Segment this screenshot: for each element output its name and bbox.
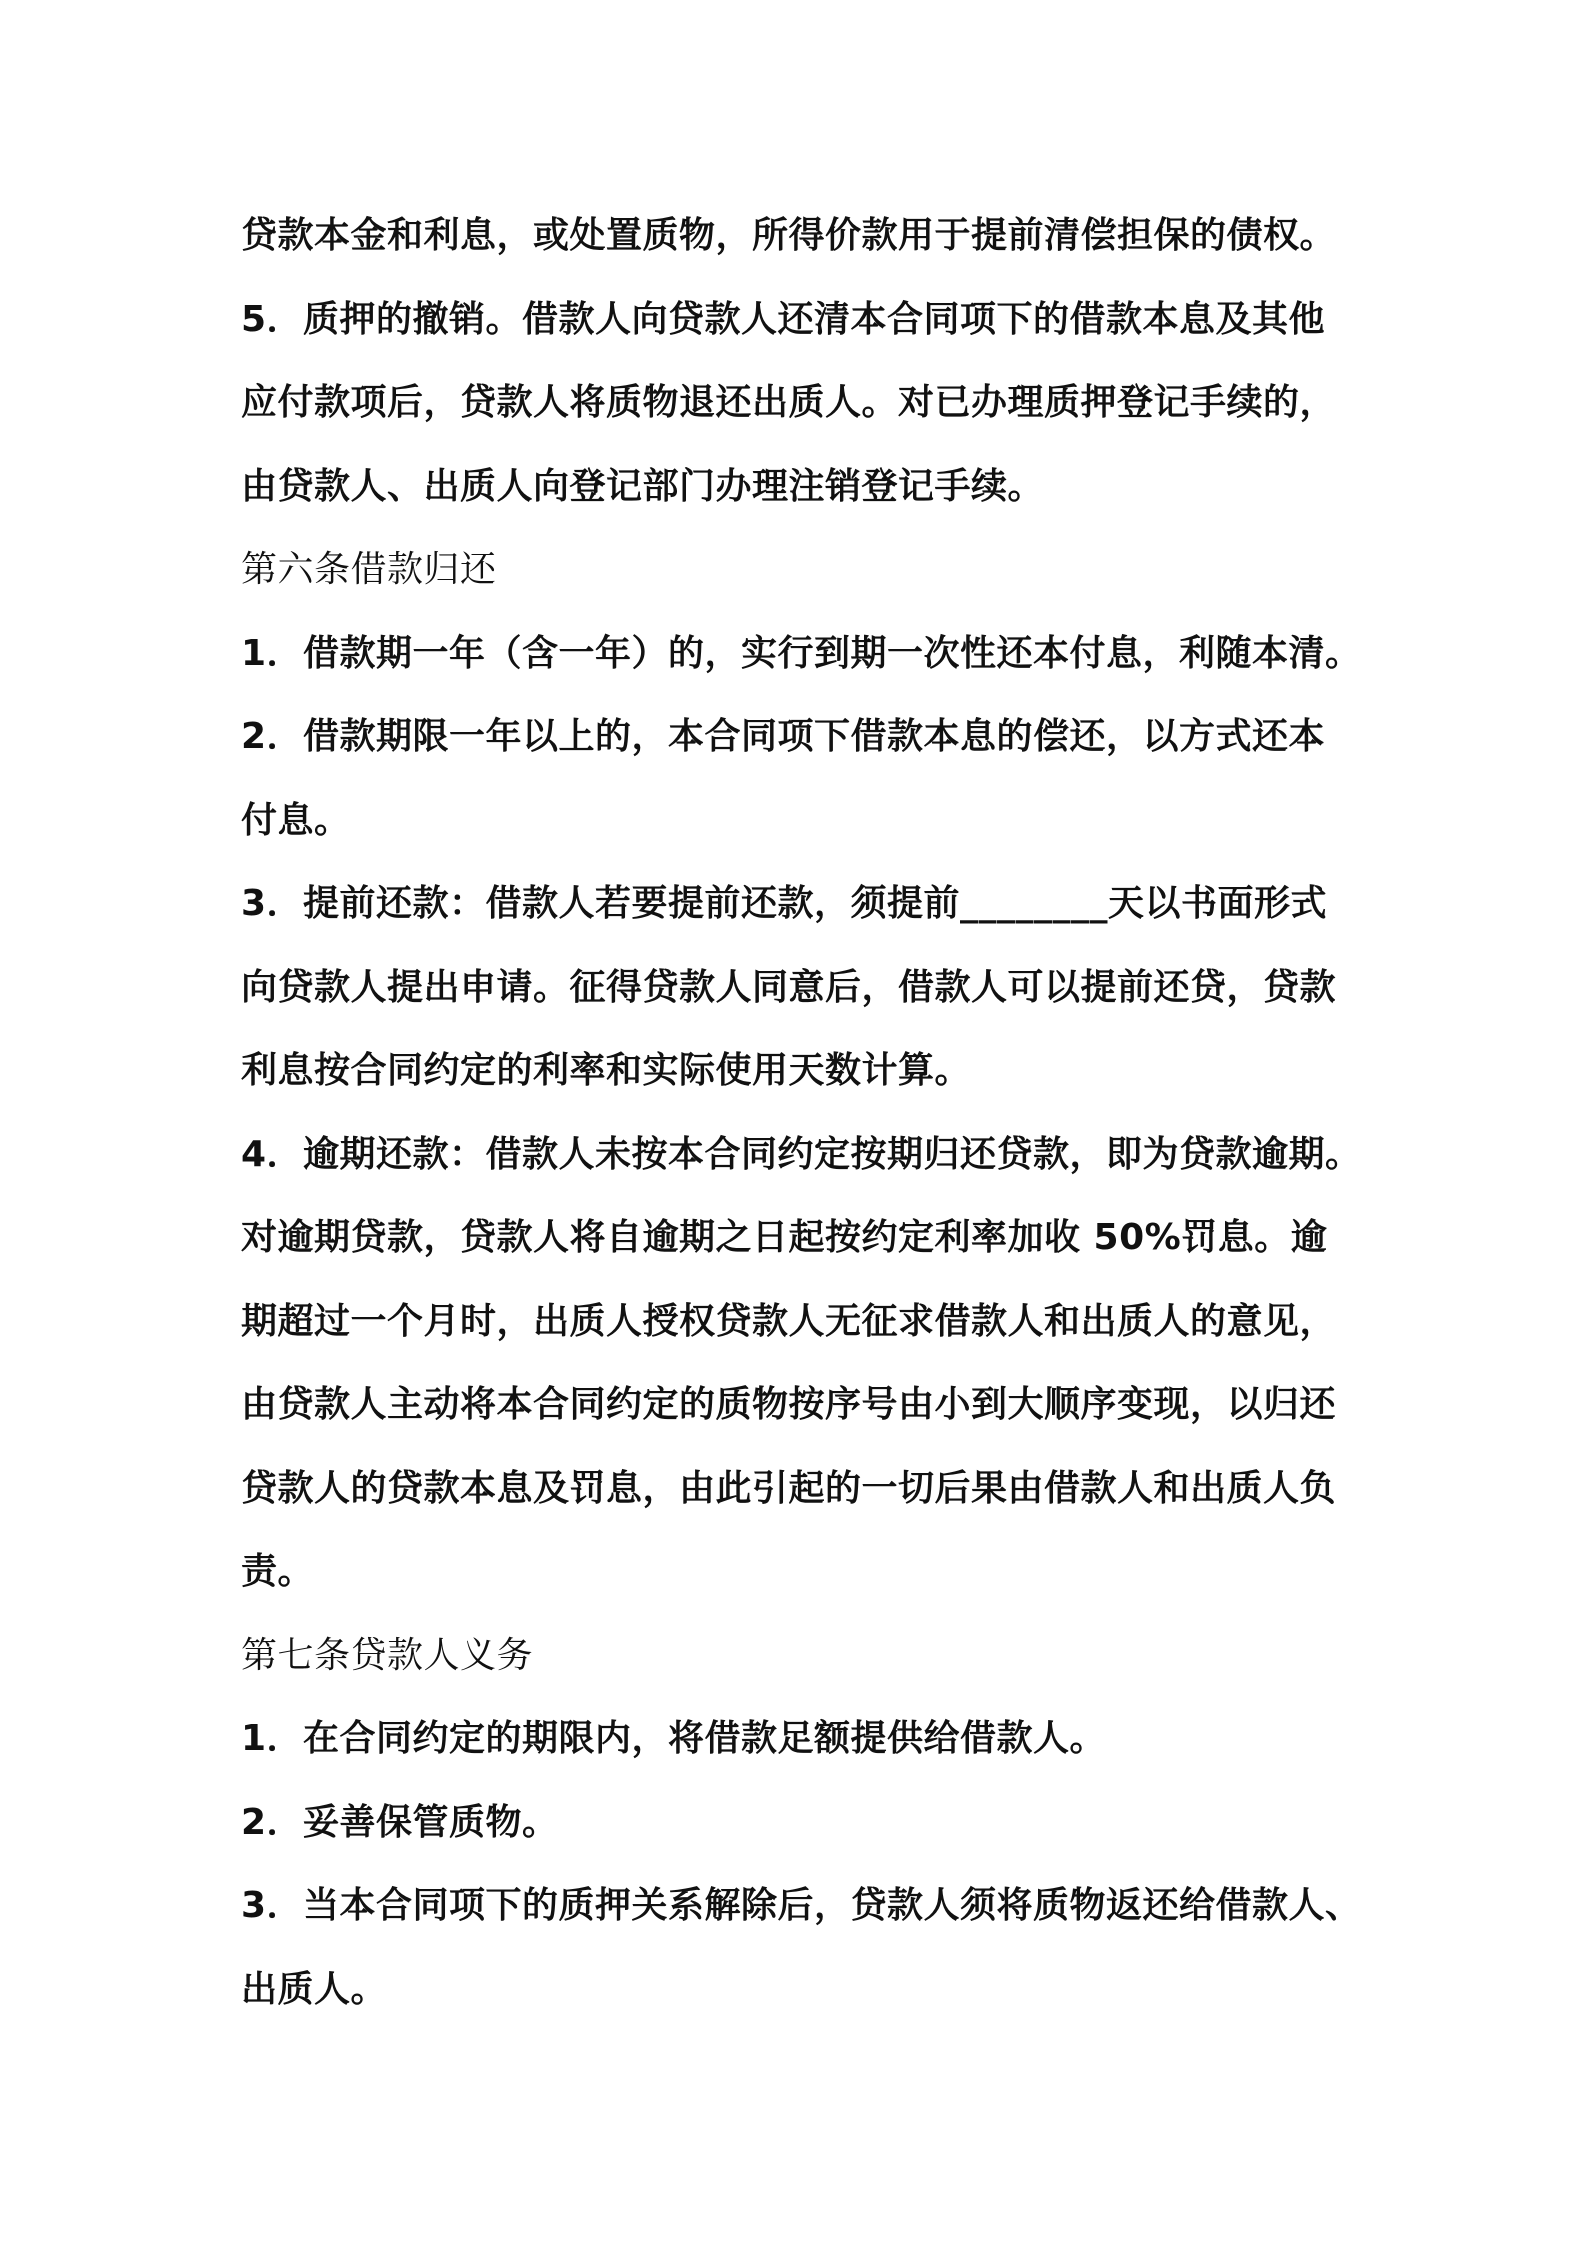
paragraph-line: 3．当本合同项下的质押关系解除后，贷款人须将质物返还给借款人、 bbox=[241, 1885, 1362, 1926]
paragraph-line: 付息。 bbox=[241, 799, 351, 841]
document-body bbox=[241, 194, 1371, 2031]
paragraph-line: 贷款本金和利息，或处置质物，所得价款用于提前清偿担保的债权。 bbox=[241, 215, 1337, 256]
paragraph-line: 贷款人的贷款本息及罚息，由此引起的一切后果由借款人和出质人负 bbox=[241, 1467, 1337, 1509]
section-heading: 第七条贷款人义务 bbox=[241, 1634, 534, 1676]
paragraph-line: 对逾期贷款，贷款人将自逾期之日起按约定利率加收 50%罚息。逾 bbox=[241, 1217, 1328, 1258]
paragraph-line: 1．借款期一年（含一年）的，实行到期一次性还本付息，利随本清。 bbox=[241, 632, 1362, 674]
paragraph-line: 5．质押的撤销。借款人向贷款人还清本合同项下的借款本息及其他 bbox=[241, 298, 1326, 340]
paragraph-line: 由贷款人主动将本合同约定的质物按序号由小到大顺序变现，以归还 bbox=[241, 1384, 1337, 1425]
paragraph-line: 1．在合同约定的期限内，将借款足额提供给借款人。 bbox=[241, 1718, 1107, 1759]
paragraph-line: 出质人。 bbox=[241, 1968, 388, 2010]
paragraph-line: 4．逾期还款：借款人未按本合同约定按期归还贷款，即为贷款逾期。 bbox=[241, 1133, 1362, 1175]
paragraph-line: 由贷款人、出质人向登记部门办理注销登记手续。 bbox=[241, 465, 1045, 507]
paragraph-line: 利息按合同约定的利率和实际使用天数计算。 bbox=[241, 1050, 972, 1091]
paragraph-line: 应付款项后，贷款人将质物退还出质人。对已办理质押登记手续的， bbox=[241, 382, 1337, 423]
paragraph-line: 期超过一个月时，出质人授权贷款人无征求借款人和出质人的意见， bbox=[241, 1300, 1337, 1342]
paragraph-line: 向贷款人提出申请。征得贷款人同意后，借款人可以提前还贷，贷款 bbox=[241, 966, 1337, 1008]
paragraph-line: 3．提前还款：借款人若要提前还款，须提前________天以书面形式 bbox=[241, 883, 1328, 924]
paragraph-line: 2．妥善保管质物。 bbox=[241, 1801, 559, 1843]
section-heading: 第六条借款归还 bbox=[241, 549, 497, 590]
paragraph-line: 责。 bbox=[241, 1551, 315, 1592]
paragraph-line: 2．借款期限一年以上的，本合同项下借款本息的偿还，以方式还本 bbox=[241, 716, 1326, 757]
